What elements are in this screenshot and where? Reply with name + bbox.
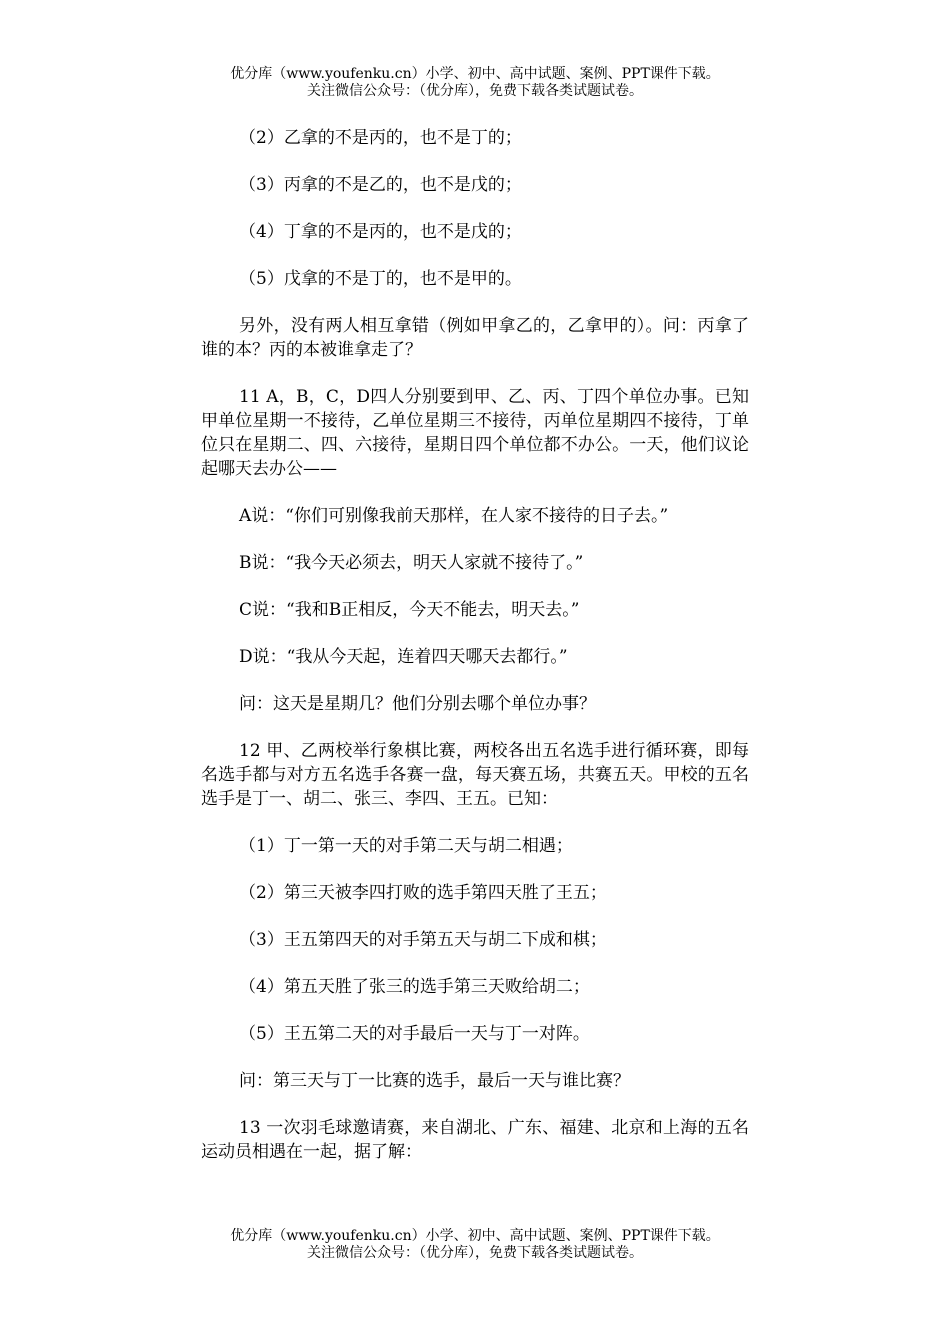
paragraph-q11-d-says: D说：“我从今天起，连着四天哪天去都行。” — [239, 647, 568, 667]
paragraph-q11-c-says: C说：“我和B正相反，今天不能去，明天去。” — [239, 600, 580, 620]
paragraph-q10-condition-2: （2）乙拿的不是丙的，也不是丁的； — [239, 128, 522, 148]
document-body — [201, 126, 749, 1164]
paragraph-q12-condition-4: （4）第五天胜了张三的选手第三天败给胡二； — [239, 977, 590, 997]
paragraph-q10-condition-4: （4）丁拿的不是丙的，也不是戊的； — [239, 222, 522, 242]
paragraph-q12-condition-5: （5）王五第二天的对手最后一天与丁一对阵。 — [239, 1024, 590, 1044]
paragraph-q12-intro: 12 甲、乙两校举行象棋比赛，两校各出五名选手进行循环赛，即每名选手都与对方五名选手各赛一盘，每天赛五场，共赛五天。甲校的五名选手是丁一、胡二、张三、李四、王五。已知： — [201, 741, 749, 809]
footer-line-2: 关注微信公众号：（优分库），免费下载各类试题试卷。 — [307, 1245, 643, 1261]
paragraph-q12-condition-1: （1）丁一第一天的对手第二天与胡二相遇； — [239, 836, 573, 856]
paragraph-q10-condition-3: （3）丙拿的不是乙的，也不是戊的； — [239, 175, 522, 195]
paragraph-q10-condition-5: （5）戊拿的不是丁的，也不是甲的。 — [239, 269, 522, 289]
footer-line-1: 优分库（www.youfenku.cn）小学、初中、高中试题、案例、PPT课件下载。 — [230, 1228, 720, 1244]
page-footer — [0, 1228, 950, 1262]
paragraph-q11-b-says: B说：“我今天必须去，明天人家就不接待了。” — [239, 553, 584, 573]
paragraph-q11-intro: 11 A，B，C，D四人分别要到甲、乙、丙、丁四个单位办事。已知甲单位星期一不接待，乙单位星期三不接待，丙单位星期四不接待，丁单位只在星期二、四、六接待，星期日四个单位都不办公。一天，他们议论起哪天去办公—— — [201, 387, 749, 479]
paragraph-q11-question: 问：这天是星期几？他们分别去哪个单位办事？ — [239, 694, 596, 714]
paragraph-q10-question: 另外，没有两人相互拿错（例如甲拿乙的，乙拿甲的）。问：丙拿了谁的本？丙的本被谁拿走了？ — [201, 316, 749, 360]
page-header — [0, 66, 950, 100]
header-line-2: 关注微信公众号：（优分库），免费下载各类试题试卷。 — [307, 83, 643, 99]
paragraph-q12-question: 问：第三天与丁一比赛的选手，最后一天与谁比赛？ — [239, 1071, 630, 1091]
paragraph-q12-condition-3: （3）王五第四天的对手第五天与胡二下成和棋； — [239, 930, 607, 950]
header-line-1: 优分库（www.youfenku.cn）小学、初中、高中试题、案例、PPT课件下载。 — [230, 66, 720, 82]
paragraph-q12-condition-2: （2）第三天被李四打败的选手第四天胜了王五； — [239, 883, 607, 903]
paragraph-q13-intro: 13 一次羽毛球邀请赛，来自湖北、广东、福建、北京和上海的五名运动员相遇在一起，据了解： — [201, 1118, 749, 1162]
paragraph-q11-a-says: A说：“你们可别像我前天那样，在人家不接待的日子去。” — [239, 506, 669, 526]
